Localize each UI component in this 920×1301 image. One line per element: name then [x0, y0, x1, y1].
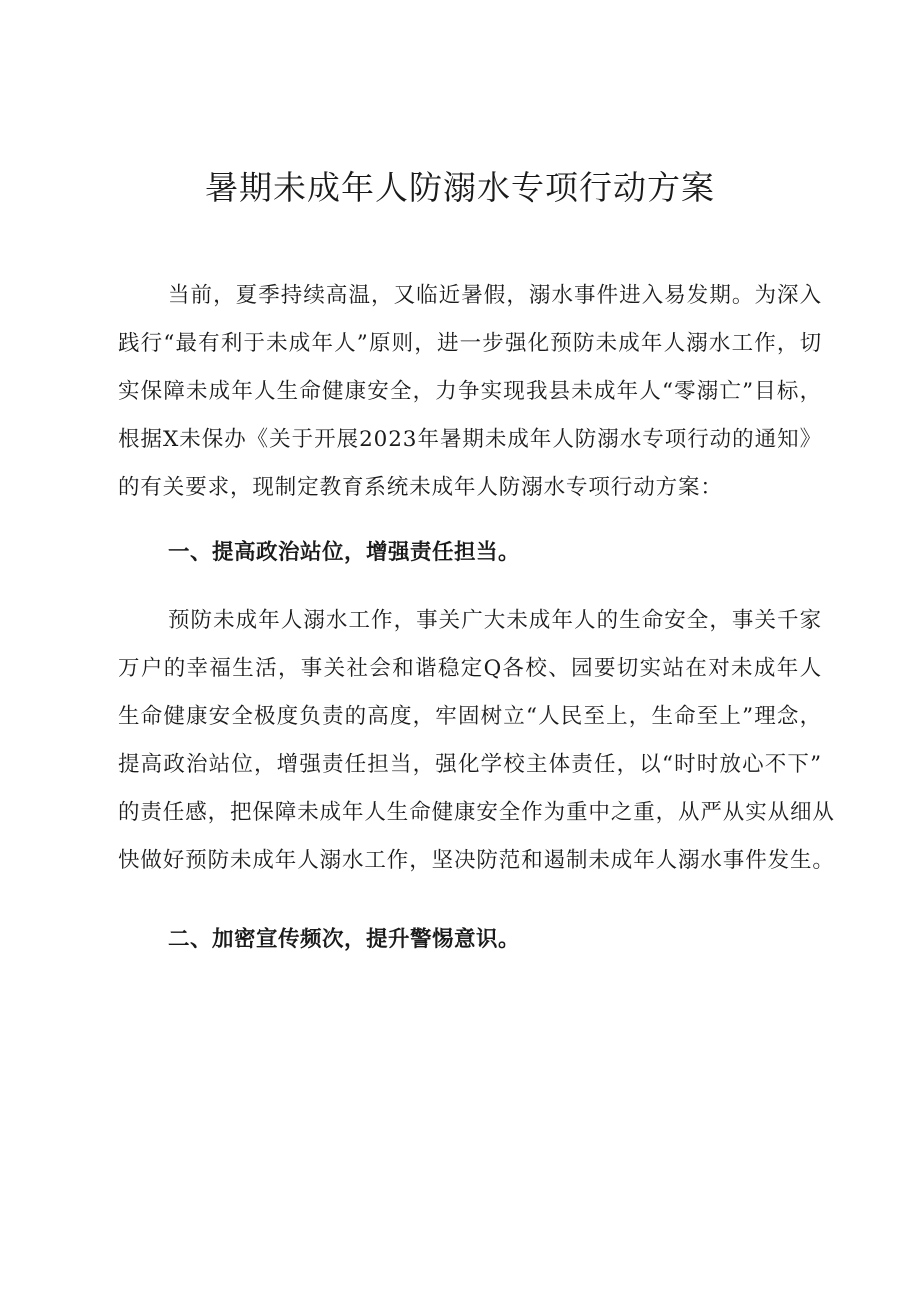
section-1-line: 提高政治站位，增强责任担当，强化学校主体责任，以“时时放心不下” — [118, 752, 822, 777]
intro-paragraph — [118, 272, 822, 512]
section-1-line: 预防未成年人溺水工作，事关广大未成年人的生命安全，事关千家 — [168, 608, 822, 633]
section-1-paragraph — [118, 597, 835, 885]
section-1-line: 的责任感，把保障未成年人生命健康安全作为重中之重，从严从实从细从 — [118, 800, 835, 825]
section-1-heading: 一、提高政治站位，增强责任担当。 — [168, 540, 521, 565]
section-2-heading: 二、加密宣传频次，提升警惕意识。 — [168, 927, 521, 952]
intro-line: 当前，夏季持续高温，又临近暑假，溺水事件进入易发期。为深入 — [168, 283, 822, 308]
intro-line: 根据X未保办《关于开展2023年暑期未成年人防溺水专项行动的通知》 — [118, 427, 822, 452]
section-1-line: 快做好预防未成年人溺水工作，坚决防范和遏制未成年人溺水事件发生。 — [118, 848, 835, 873]
intro-line: 实保障未成年人生命健康安全，力争实现我县未成年人“零溺亡”目标， — [118, 379, 822, 404]
section-1-line: 生命健康安全极度负责的高度，牢固树立“人民至上，生命至上”理念， — [118, 704, 822, 729]
intro-line: 践行“最有利于未成年人”原则，进一步强化预防未成年人溺水工作，切 — [118, 331, 822, 356]
intro-line: 的有关要求，现制定教育系统未成年人防溺水专项行动方案： — [118, 475, 723, 500]
section-1-line: 万户的幸福生活，事关社会和谐稳定Q各校、园要切实站在对未成年人 — [118, 656, 822, 681]
document-title: 暑期未成年人防溺水专项行动方案 — [205, 168, 715, 207]
